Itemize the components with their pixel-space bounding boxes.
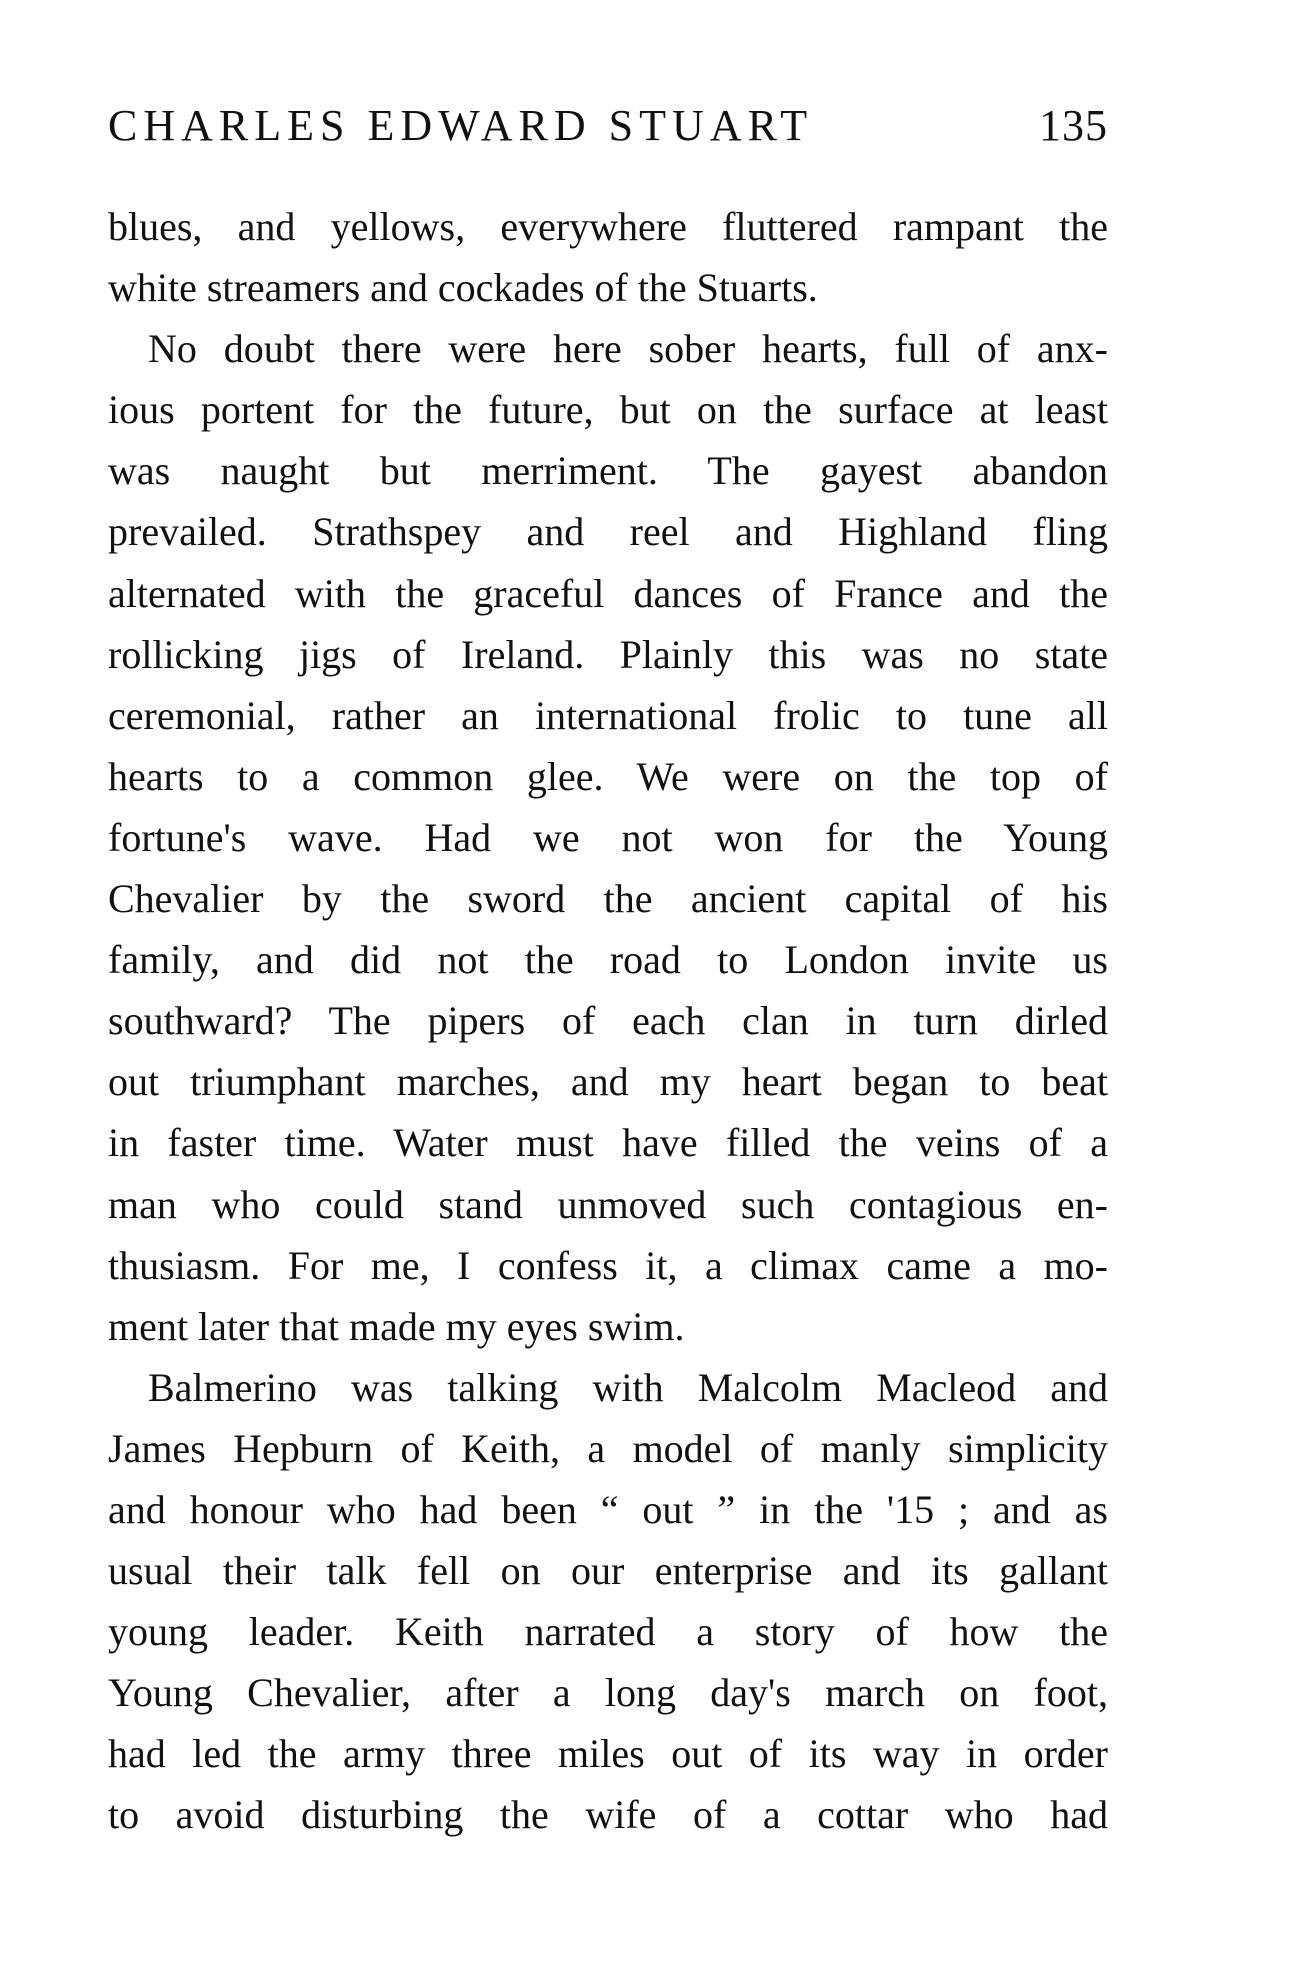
text-line: fortune's wave. Had we not won for the Young xyxy=(108,814,1108,860)
text-line: rollicking jigs of Ireland. Plainly this was no state xyxy=(108,631,1108,677)
text-line: ceremonial, rather an international frolic to tune all xyxy=(108,692,1108,738)
text-line: alternated with the graceful dances of France and the xyxy=(108,570,1108,616)
text-line: blues, and yellows, everywhere fluttered rampant the xyxy=(108,204,1108,249)
text-line: Young Chevalier, after a long day's march on foot, xyxy=(108,1670,1108,1716)
text-line: white streamers and cockades of the Stuarts. xyxy=(108,265,818,311)
text-line: man who could stand unmoved such contagious en- xyxy=(108,1181,1108,1227)
text-line: No doubt there were here sober hearts, full of anx- xyxy=(148,326,1108,372)
text-line: prevailed. Strathspey and reel and Highland fling xyxy=(108,509,1108,555)
text-line: James Hepburn of Keith, a model of manly simplicity xyxy=(108,1425,1108,1471)
text-line: and honour who had been “ out ” in the '15 ; and as xyxy=(108,1486,1108,1532)
text-line: in faster time. Water must have filled the veins of a xyxy=(108,1120,1108,1166)
text-line: hearts to a common glee. We were on the top of xyxy=(108,753,1108,799)
text-line: was naught but merriment. The gayest abandon xyxy=(108,448,1108,494)
text-line: Balmerino was talking with Malcolm Macleod and xyxy=(148,1364,1108,1410)
text-line: ious portent for the future, but on the surface at least xyxy=(108,387,1108,433)
text-line: southward? The pipers of each clan in turn dirled xyxy=(108,998,1108,1044)
paragraph-1 xyxy=(108,196,1108,318)
text-line: family, and did not the road to London invite us xyxy=(108,937,1108,983)
page-number: 135 xyxy=(1039,101,1108,150)
paragraph-2 xyxy=(108,318,1108,1357)
running-title: CHARLES EDWARD STUART xyxy=(108,101,814,150)
running-head xyxy=(108,100,1108,160)
text-line: to avoid disturbing the wife of a cottar who had xyxy=(108,1792,1108,1838)
text-line: ment later that made my eyes swim. xyxy=(108,1303,685,1349)
text-line: young leader. Keith narrated a story of how the xyxy=(108,1609,1108,1655)
text-line: Chevalier by the sword the ancient capital of his xyxy=(108,876,1108,922)
text-line: out triumphant marches, and my heart began to beat xyxy=(108,1059,1108,1105)
body-text xyxy=(108,196,1108,1846)
paragraph-3 xyxy=(108,1357,1108,1846)
text-line: thusiasm. For me, I confess it, a climax came a mo- xyxy=(108,1242,1108,1288)
text-line: usual their talk fell on our enterprise and its gallant xyxy=(108,1548,1108,1594)
text-line: had led the army three miles out of its way in order xyxy=(108,1731,1108,1777)
